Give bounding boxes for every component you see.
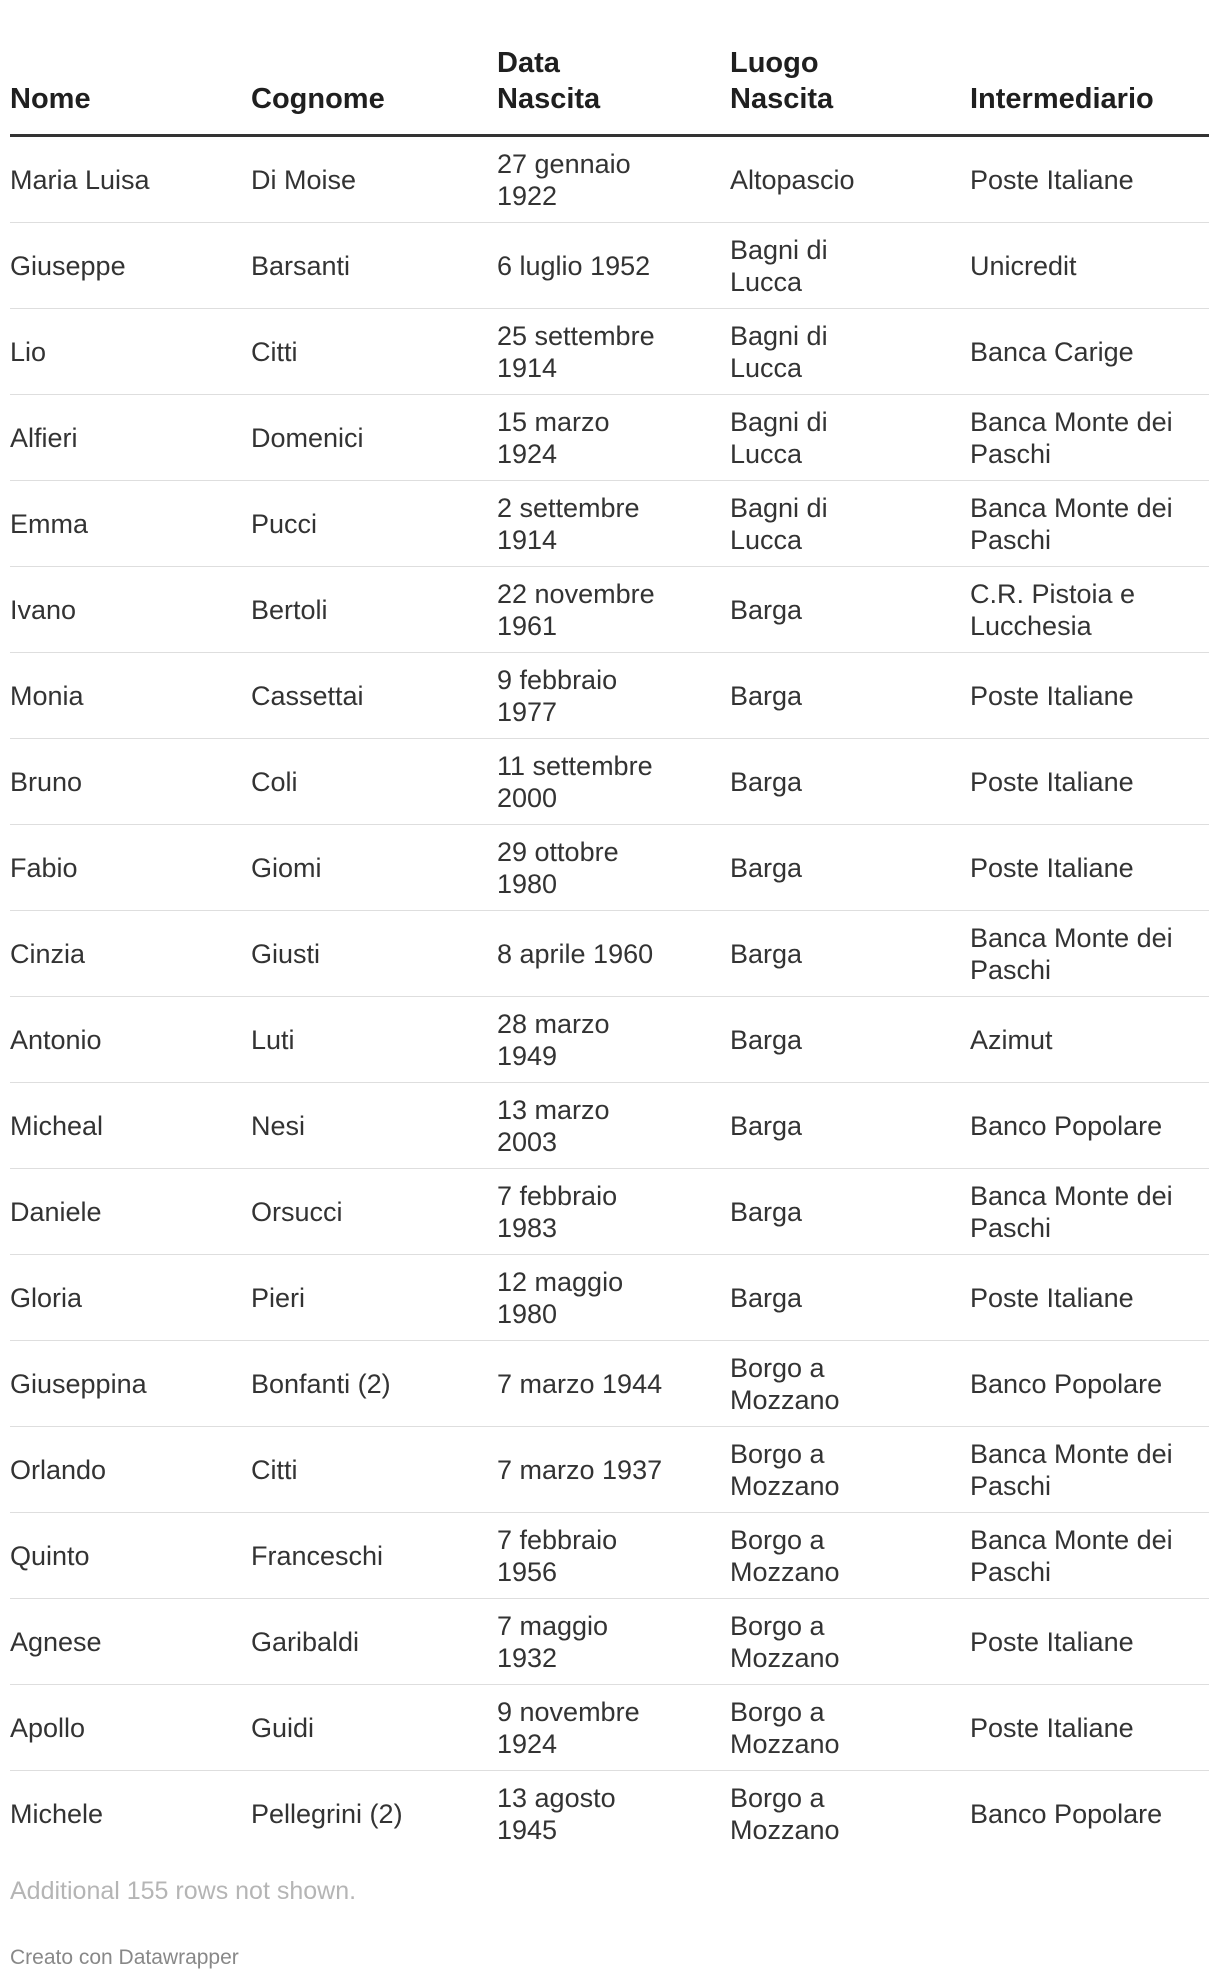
cell-data-nascita: 13 agosto 1945 bbox=[497, 1782, 616, 1845]
cell-nome: Apollo bbox=[10, 1712, 86, 1743]
cell-luogo-nascita: Borgo a Mozzano bbox=[730, 1696, 840, 1759]
cell-luogo-nascita: Barga bbox=[730, 852, 803, 883]
cell-data-nascita: 25 settembre 1914 bbox=[497, 320, 655, 383]
cell-cognome: Garibaldi bbox=[251, 1626, 360, 1657]
table-row bbox=[10, 1513, 1209, 1599]
cell-luogo-nascita: Barga bbox=[730, 766, 803, 797]
cell-cognome: Barsanti bbox=[251, 250, 351, 281]
cell-intermediario: Poste Italiane bbox=[970, 852, 1134, 883]
cell-nome: Giuseppe bbox=[10, 250, 126, 281]
cell-cognome: Citti bbox=[251, 1454, 298, 1485]
cell-nome: Cinzia bbox=[10, 938, 86, 969]
table-row bbox=[10, 1685, 1209, 1771]
cell-nome: Bruno bbox=[10, 766, 83, 797]
cell-cognome: Di Moise bbox=[251, 164, 357, 195]
cell-nome: Agnese bbox=[10, 1626, 102, 1657]
cell-luogo-nascita: Barga bbox=[730, 680, 803, 711]
cell-luogo-nascita: Bagni di Lucca bbox=[730, 492, 828, 555]
cell-data-nascita: 7 marzo 1944 bbox=[497, 1368, 663, 1399]
cell-nome: Fabio bbox=[10, 852, 78, 883]
cell-luogo-nascita: Borgo a Mozzano bbox=[730, 1524, 840, 1587]
table-row bbox=[10, 223, 1209, 309]
column-header-data-nascita[interactable]: Data Nascita bbox=[497, 47, 601, 115]
cell-data-nascita: 11 settembre 2000 bbox=[497, 750, 653, 813]
cell-nome: Quinto bbox=[10, 1540, 90, 1571]
cell-nome: Alfieri bbox=[10, 422, 78, 453]
cell-data-nascita: 9 novembre 1924 bbox=[497, 1696, 640, 1759]
cell-data-nascita: 7 febbraio 1956 bbox=[497, 1524, 618, 1587]
cell-nome: Emma bbox=[10, 508, 89, 539]
cell-cognome: Giomi bbox=[251, 852, 322, 883]
cell-luogo-nascita: Barga bbox=[730, 1024, 803, 1055]
cell-nome: Daniele bbox=[10, 1196, 102, 1227]
cell-intermediario: Banco Popolare bbox=[970, 1368, 1163, 1399]
cell-cognome: Giusti bbox=[251, 938, 321, 969]
cell-intermediario: Poste Italiane bbox=[970, 1626, 1134, 1657]
cell-luogo-nascita: Bagni di Lucca bbox=[730, 234, 828, 297]
table-row bbox=[10, 137, 1209, 223]
table-row bbox=[10, 1771, 1209, 1857]
cell-intermediario: Poste Italiane bbox=[970, 164, 1134, 195]
cell-luogo-nascita: Borgo a Mozzano bbox=[730, 1610, 840, 1673]
cell-luogo-nascita: Bagni di Lucca bbox=[730, 406, 828, 469]
cell-intermediario: Poste Italiane bbox=[970, 1712, 1134, 1743]
column-header-intermediario[interactable]: Intermediario bbox=[970, 83, 1154, 115]
cell-intermediario: Banca Monte dei Paschi bbox=[970, 922, 1173, 985]
cell-data-nascita: 29 ottobre 1980 bbox=[497, 836, 619, 899]
cell-nome: Maria Luisa bbox=[10, 164, 150, 195]
cell-nome: Gloria bbox=[10, 1282, 83, 1313]
cell-cognome: Coli bbox=[251, 766, 298, 797]
table-row bbox=[10, 653, 1209, 739]
cell-data-nascita: 8 aprile 1960 bbox=[497, 938, 654, 969]
table-row bbox=[10, 997, 1209, 1083]
column-header-nome[interactable]: Nome bbox=[10, 83, 91, 115]
cell-intermediario: Banca Carige bbox=[970, 336, 1134, 367]
cell-intermediario: Unicredit bbox=[970, 250, 1077, 281]
table-row bbox=[10, 1083, 1209, 1169]
table-row bbox=[10, 309, 1209, 395]
cell-nome: Lio bbox=[10, 336, 47, 367]
cell-data-nascita: 7 marzo 1937 bbox=[497, 1454, 663, 1485]
cell-cognome: Pieri bbox=[251, 1282, 306, 1313]
cell-cognome: Franceschi bbox=[251, 1540, 384, 1571]
table-row bbox=[10, 481, 1209, 567]
cell-data-nascita: 9 febbraio 1977 bbox=[497, 664, 618, 727]
cell-data-nascita: 12 maggio 1980 bbox=[497, 1266, 624, 1329]
cell-data-nascita: 7 febbraio 1983 bbox=[497, 1180, 618, 1243]
cell-data-nascita: 15 marzo 1924 bbox=[497, 406, 610, 469]
cell-data-nascita: 22 novembre 1961 bbox=[497, 578, 655, 641]
column-header-cognome[interactable]: Cognome bbox=[251, 83, 385, 115]
cell-cognome: Domenici bbox=[251, 422, 364, 453]
cell-nome: Ivano bbox=[10, 594, 77, 625]
cell-luogo-nascita: Borgo a Mozzano bbox=[730, 1438, 840, 1501]
cell-nome: Micheal bbox=[10, 1110, 104, 1141]
cell-data-nascita: 13 marzo 2003 bbox=[497, 1094, 610, 1157]
cell-intermediario: Banca Monte dei Paschi bbox=[970, 1180, 1173, 1243]
column-header-luogo-nascita[interactable]: Luogo Nascita bbox=[730, 47, 834, 115]
cell-intermediario: Poste Italiane bbox=[970, 766, 1134, 797]
cell-nome: Antonio bbox=[10, 1024, 102, 1055]
cell-cognome: Bonfanti (2) bbox=[251, 1368, 391, 1399]
cell-luogo-nascita: Barga bbox=[730, 1282, 803, 1313]
cell-intermediario: C.R. Pistoia e Lucchesia bbox=[970, 578, 1136, 641]
cell-intermediario: Banca Monte dei Paschi bbox=[970, 492, 1173, 555]
cell-intermediario: Banca Monte dei Paschi bbox=[970, 1438, 1173, 1501]
cell-luogo-nascita: Bagni di Lucca bbox=[730, 320, 828, 383]
cell-cognome: Bertoli bbox=[251, 594, 328, 625]
cell-cognome: Orsucci bbox=[251, 1196, 343, 1227]
cell-luogo-nascita: Altopascio bbox=[730, 164, 855, 195]
cell-data-nascita: 7 maggio 1932 bbox=[497, 1610, 609, 1673]
cell-intermediario: Poste Italiane bbox=[970, 1282, 1134, 1313]
cell-nome: Michele bbox=[10, 1798, 104, 1829]
datawrapper-credit-link[interactable]: Creato con Datawrapper bbox=[10, 1946, 239, 1969]
table-row bbox=[10, 1427, 1209, 1513]
cell-data-nascita: 2 settembre 1914 bbox=[497, 492, 640, 555]
cell-nome: Orlando bbox=[10, 1454, 107, 1485]
table-header bbox=[10, 0, 1209, 137]
table-row bbox=[10, 1341, 1209, 1427]
table-row bbox=[10, 1255, 1209, 1341]
cell-cognome: Citti bbox=[251, 336, 298, 367]
rows-not-shown-note: Additional 155 rows not shown. bbox=[10, 1877, 357, 1905]
table-row bbox=[10, 911, 1209, 997]
cell-luogo-nascita: Borgo a Mozzano bbox=[730, 1352, 840, 1415]
cell-luogo-nascita: Borgo a Mozzano bbox=[730, 1782, 840, 1845]
cell-cognome: Pucci bbox=[251, 508, 318, 539]
cell-cognome: Nesi bbox=[251, 1110, 306, 1141]
cell-cognome: Cassettai bbox=[251, 680, 364, 711]
table-row bbox=[10, 739, 1209, 825]
cell-luogo-nascita: Barga bbox=[730, 594, 803, 625]
cell-cognome: Pellegrini (2) bbox=[251, 1798, 403, 1829]
cell-intermediario: Poste Italiane bbox=[970, 680, 1134, 711]
cell-intermediario: Banca Monte dei Paschi bbox=[970, 406, 1173, 469]
cell-cognome: Luti bbox=[251, 1024, 295, 1055]
cell-intermediario: Azimut bbox=[970, 1024, 1053, 1055]
data-table bbox=[10, 0, 1209, 1857]
table-row bbox=[10, 1169, 1209, 1255]
cell-nome: Monia bbox=[10, 680, 84, 711]
cell-intermediario: Banco Popolare bbox=[970, 1798, 1163, 1829]
cell-nome: Giuseppina bbox=[10, 1368, 147, 1399]
table-row bbox=[10, 395, 1209, 481]
table-row bbox=[10, 1599, 1209, 1685]
cell-data-nascita: 28 marzo 1949 bbox=[497, 1008, 610, 1071]
cell-data-nascita: 6 luglio 1952 bbox=[497, 250, 651, 281]
cell-luogo-nascita: Barga bbox=[730, 1196, 803, 1227]
table-row bbox=[10, 567, 1209, 653]
cell-luogo-nascita: Barga bbox=[730, 1110, 803, 1141]
cell-intermediario: Banca Monte dei Paschi bbox=[970, 1524, 1173, 1587]
cell-cognome: Guidi bbox=[251, 1712, 315, 1743]
table-row bbox=[10, 825, 1209, 911]
cell-luogo-nascita: Barga bbox=[730, 938, 803, 969]
cell-data-nascita: 27 gennaio 1922 bbox=[497, 148, 631, 211]
cell-intermediario: Banco Popolare bbox=[970, 1110, 1163, 1141]
